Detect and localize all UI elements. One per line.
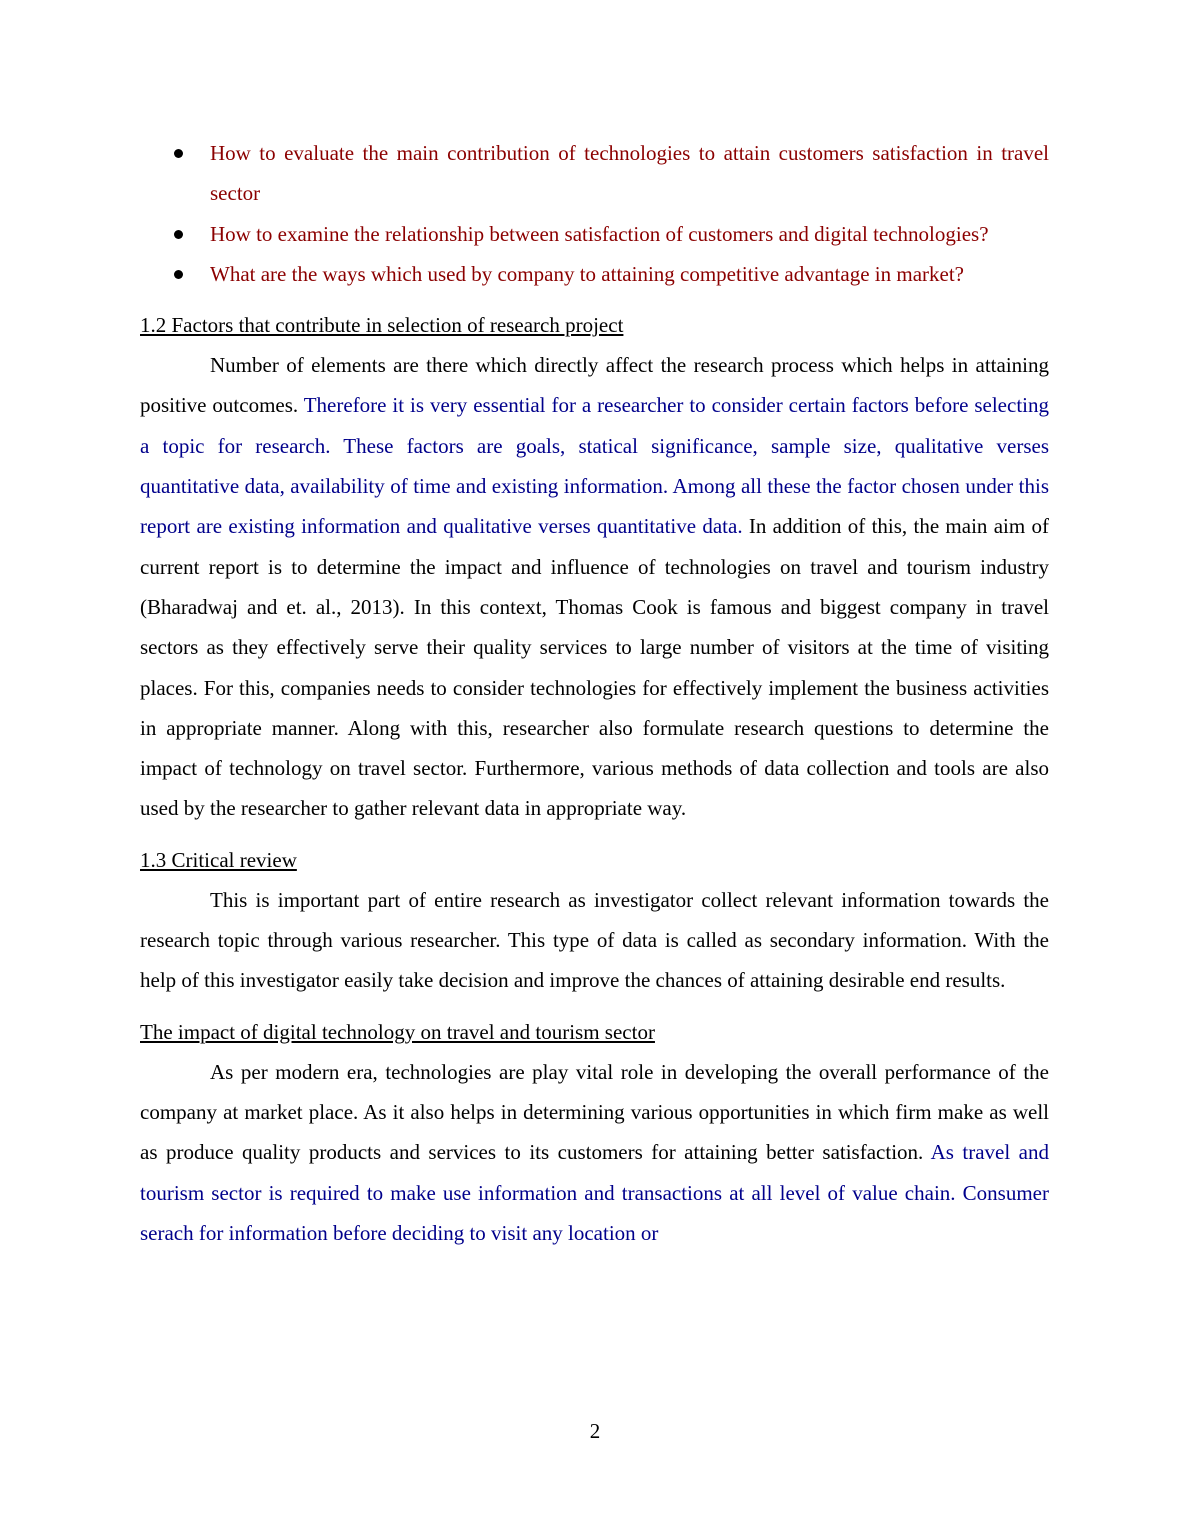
- paragraph-text: As per modern era, technologies are play vital role in developing the overall performance of the company at market place. As it also helps in determining various opportunities in which firm make as well as produce quality products and services to its customers for attaining better satisfaction.: [140, 1059, 1049, 1165]
- paragraph-factors: [140, 345, 1049, 829]
- page-number: 2: [589, 1419, 601, 1443]
- paragraph-text: In addition of this, the main aim of current report is to determine the impact and influence of technologies on travel and tourism industry (Bharadwaj and et. al., 2013). In this context, Thomas Cook is famous and biggest company in travel sectors as they effectively serve their quality services to large number of visitors at the time of visiting places. For this, companies needs to consider technologies for effectively implement the business activities in appropriate manner. Along with this, researcher also formulate research questions to determine the impact of technology on travel sector. Furthermore, various methods of data collection and tools are also used by the researcher to gather relevant data in appropriate way.: [140, 514, 1049, 821]
- paragraph-critical-review: [140, 880, 1049, 1001]
- paragraph-highlight-text: As travel and tourism sector is required to make use information and transactions at all level of value chain. Consumer serach for information before deciding to visit any location or: [140, 1140, 1049, 1245]
- paragraph-text: This is important part of entire research as investigator collect relevant information towards the research topic through various researcher. This type of data is called as secondary information. With the help of this investigator easily take decision and improve the chances of attaining desirable end results.: [140, 887, 1049, 993]
- bullet-icon: [174, 149, 183, 158]
- section-heading-digital-impact: The impact of digital technology on travel and tourism sector: [140, 1019, 655, 1044]
- bullet-icon: [174, 270, 183, 279]
- paragraph-highlight-text: Therefore it is very essential for a researcher to consider certain factors before selecting a topic for research. These factors are goals, statical significance, sample size, qualitative verses quantitative data, availability of time and existing information. Among all these the factor chosen under this report are existing information and qualitative verses quantitative data.: [140, 393, 1049, 539]
- list-item: [140, 254, 1049, 294]
- list-item: [140, 133, 1049, 214]
- section-heading-factors: 1.2 Factors that contribute in selection of research project: [140, 313, 624, 338]
- paragraph-text: Number of elements are there which directly affect the research process which helps in attaining positive outcomes.: [140, 353, 1049, 418]
- paragraph-digital-impact: [140, 1052, 1049, 1253]
- bullet-icon: [174, 230, 183, 239]
- question-text: How to examine the relationship between satisfaction of customers and digital technologies?: [210, 221, 989, 246]
- page-content: [140, 133, 1049, 1253]
- list-item: [140, 214, 1049, 254]
- question-text: What are the ways which used by company to attaining competitive advantage in market?: [210, 261, 964, 286]
- section-heading-critical-review: 1.3 Critical review: [140, 847, 297, 872]
- research-questions-list: [140, 133, 1049, 294]
- question-text: How to evaluate the main contribution of technologies to attain customers satisfaction in travel sector: [210, 141, 1049, 206]
